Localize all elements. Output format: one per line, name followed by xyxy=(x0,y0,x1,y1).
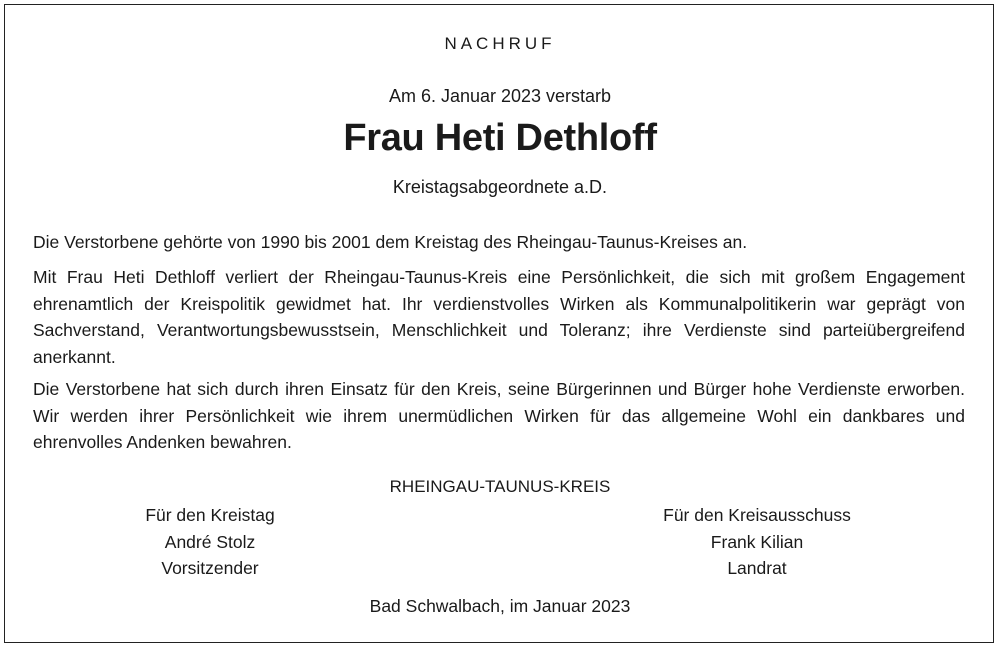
deceased-role: Kreistagsabgeordnete a.D. xyxy=(392,177,608,197)
organization-name: RHEINGAU-TAUNUS-KREIS xyxy=(389,477,611,496)
signature-person: André Stolz xyxy=(164,531,256,552)
paragraph-tribute: Mit Frau Heti Dethloff verliert der Rheingau-Taunus-Kreis eine Persönlichkeit, die sich mit großem Engagement ehrenamtlich der Kreispolitik gewidmet hat. Ihr verdienstvolles Wirken als Kommunalpolitikerin war geprägt von Sachverstand, Verantwortungsbewusstsein, Menschlichkeit und Toleranz; ihre Verdienste sind parteiübergreifend anerkannt. xyxy=(33,267,965,367)
deceased-name: Frau Heti Dethloff xyxy=(343,117,657,159)
signature-body: Für den Kreistag xyxy=(145,505,275,525)
signature-person: Frank Kilian xyxy=(710,531,804,552)
paragraph-remembrance: Die Verstorbene hat sich durch ihren Einsatz für den Kreis, seine Bürgerinnen und Bürger hohe Verdienste erworben. Wir werden ihrer Persönlichkeit wie ihrem unermüdlichen Wirken für das allgemeine Wohl ein dankbares und ehrenvolles Andenken bewahren. xyxy=(33,379,965,452)
signature-block-kreistag xyxy=(60,502,360,582)
signature-title: Vorsitzender xyxy=(161,558,259,578)
signature-block-kreisausschuss xyxy=(607,502,907,582)
notice-heading: NACHRUF xyxy=(444,34,556,53)
paragraph-tenure: Die Verstorbene gehörte von 1990 bis 2001 dem Kreistag des Rheingau-Taunus-Kreises an. xyxy=(33,232,748,252)
death-date-line: Am 6. Januar 2023 verstarb xyxy=(388,86,612,106)
signature-title: Landrat xyxy=(727,558,787,578)
place-and-date: Bad Schwalbach, im Januar 2023 xyxy=(369,596,631,616)
signature-body: Für den Kreisausschuss xyxy=(663,505,851,525)
